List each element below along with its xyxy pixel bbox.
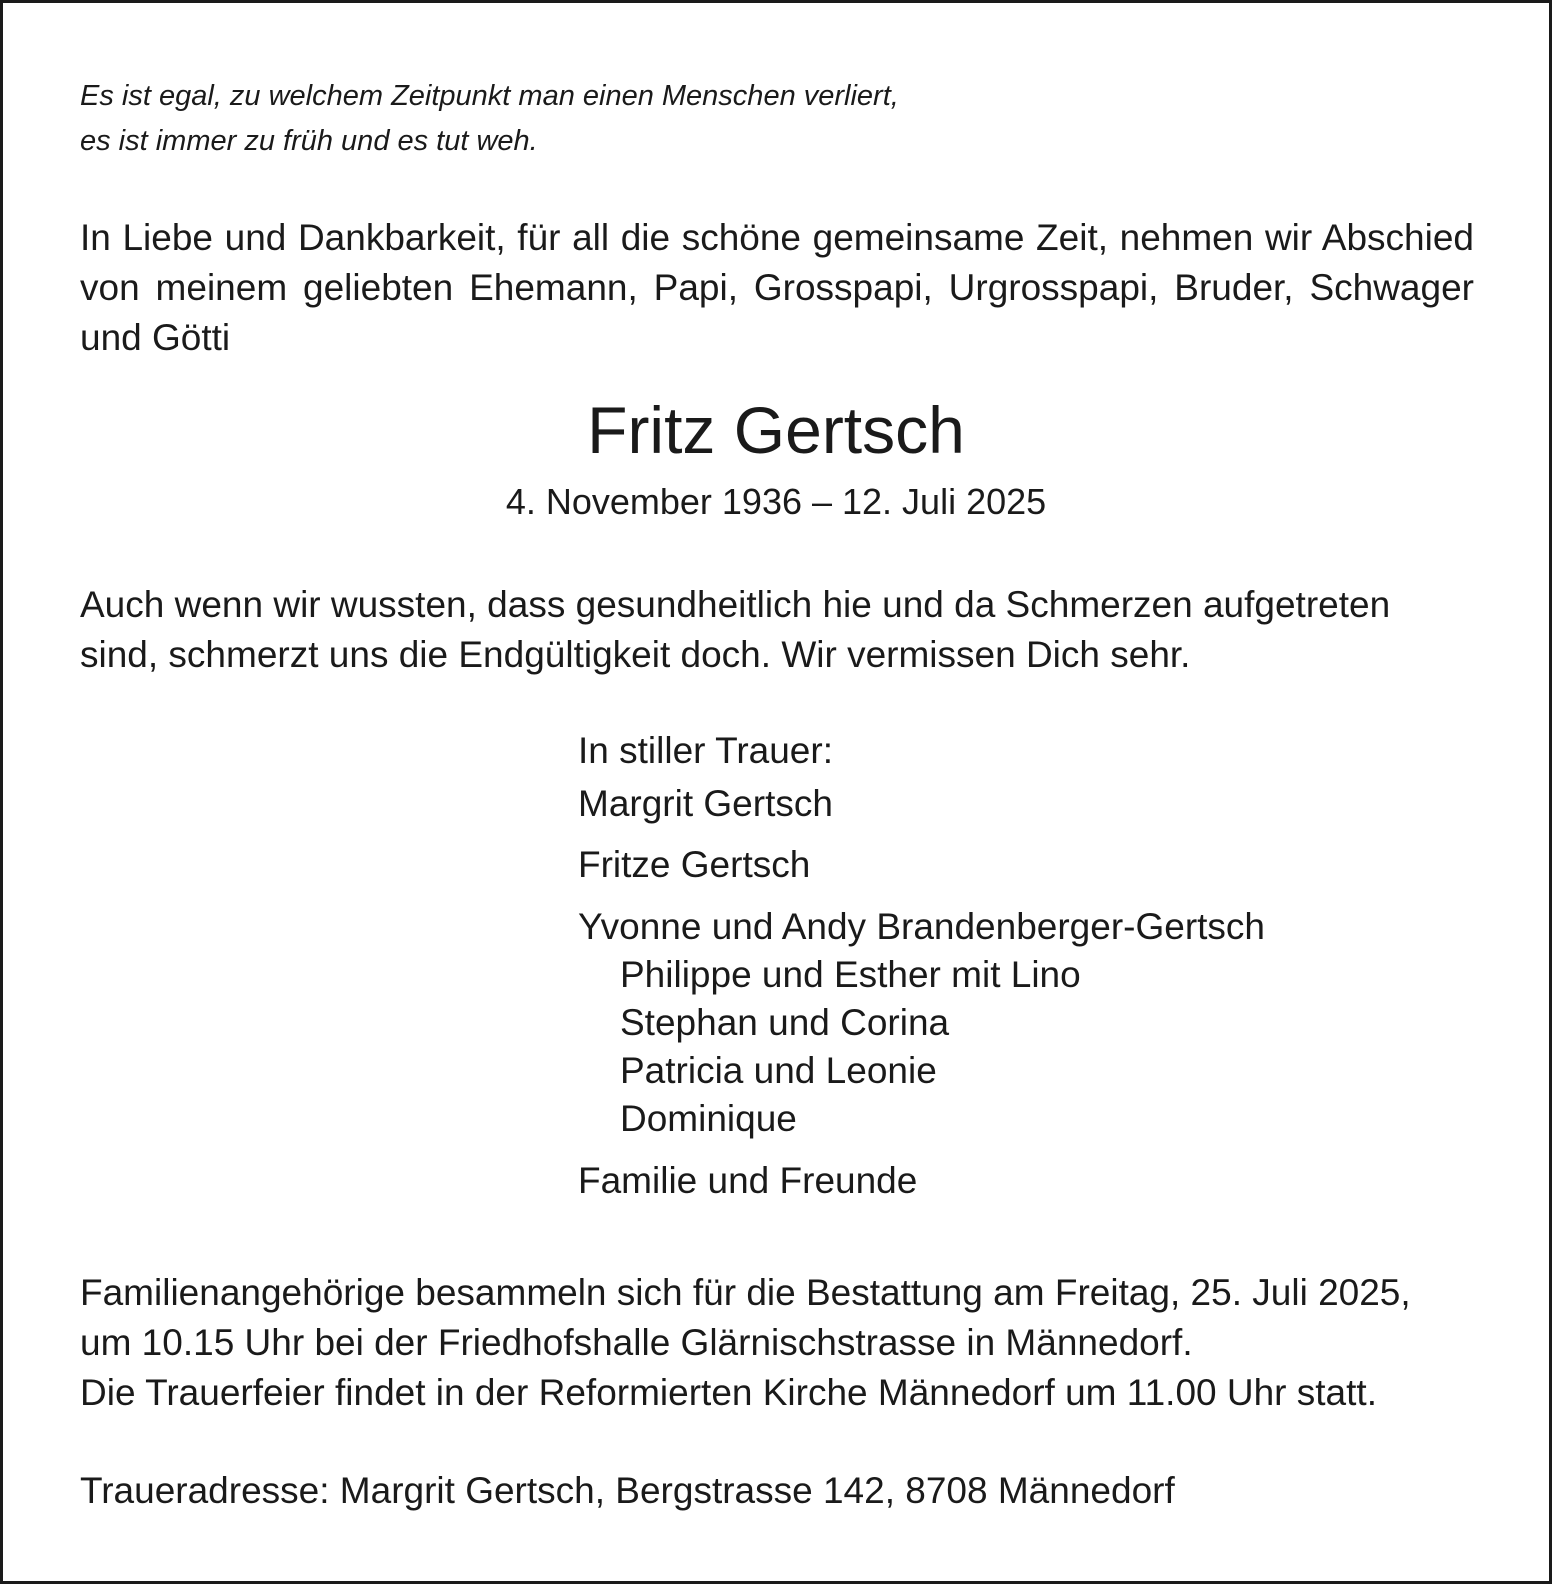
motto-quote (80, 74, 1080, 164)
mourning-address: Traueradresse: Margrit Gertsch, Bergstrasse 142, 8708 Männedorf (80, 1470, 1175, 1511)
life-dates: 4. November 1936 – 12. Juli 2025 (505, 481, 1047, 522)
mourners-heading: In stiller Trauer: (578, 730, 833, 771)
message-paragraph (80, 580, 1474, 680)
intro-paragraph: In Liebe und Dankbarkeit, für all die schöne gemeinsame Zeit, nehmen wir Abschied von meinem geliebten Ehemann, Papi, Grosspapi, Urgrosspapi, Bruder, Schwager und Götti (80, 217, 1474, 358)
burial-info (80, 1268, 1500, 1418)
burial-line-2: um 10.15 Uhr bei der Friedhofshalle Glärnischstrasse in Männedorf. (80, 1322, 1193, 1363)
mourner-grandchild: Philippe und Esther mit Lino (620, 954, 1081, 995)
burial-line-3: Die Trauerfeier findet in der Reformierten Kirche Männedorf um 11.00 Uhr statt. (80, 1372, 1377, 1413)
message-line-1: Auch wenn wir wussten, dass gesundheitlich hie und da Schmerzen aufgetreten (80, 584, 1391, 625)
deceased-name: Fritz Gertsch (587, 393, 965, 467)
motto-line-2: es ist immer zu früh und es tut weh. (80, 125, 538, 157)
motto-line-1: Es ist egal, zu welchem Zeitpunkt man einen Menschen verliert, (80, 80, 899, 112)
mourner-spouse: Margrit Gertsch (578, 783, 833, 824)
mourner-grandchild: Dominique (620, 1098, 797, 1139)
mourner-child-2: Yvonne und Andy Brandenberger-Gertsch (578, 906, 1266, 947)
burial-line-1: Familienangehörige besammeln sich für die Bestattung am Freitag, 25. Juli 2025, (80, 1272, 1411, 1313)
message-line-2: sind, schmerzt uns die Endgültigkeit doch. Wir vermissen Dich sehr. (80, 634, 1191, 675)
mourner-child-1: Fritze Gertsch (578, 844, 811, 885)
mourner-grandchild: Patricia und Leonie (620, 1050, 937, 1091)
mourner-grandchild: Stephan und Corina (620, 1002, 950, 1043)
mourner-others: Familie und Freunde (578, 1160, 918, 1201)
